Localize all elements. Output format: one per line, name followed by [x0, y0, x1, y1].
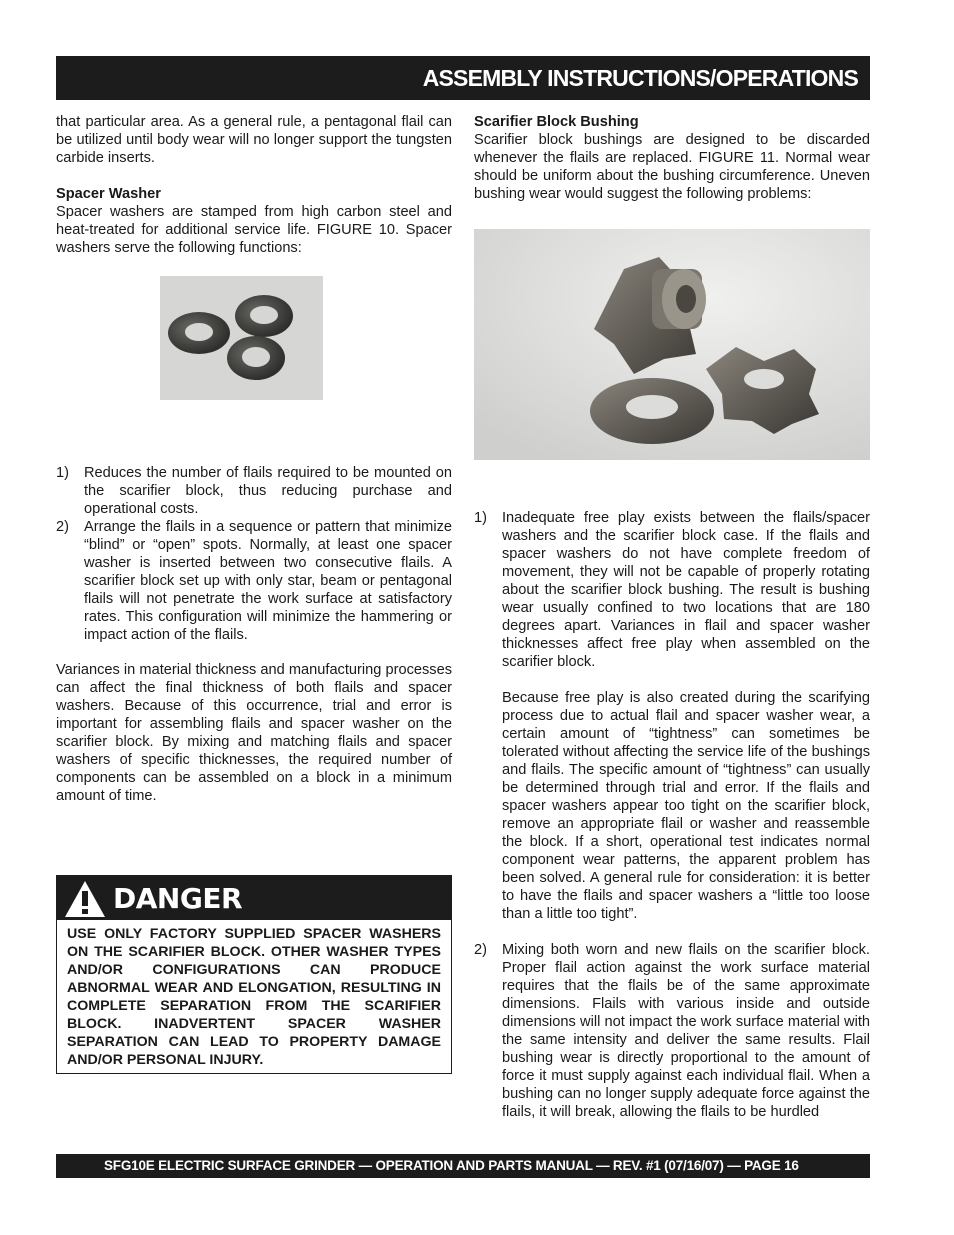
spacer-washer-section — [56, 185, 452, 257]
bushing-heading: Scarifier Block Bushing — [474, 114, 639, 130]
problems-list — [474, 509, 870, 1121]
variance-block — [56, 661, 452, 805]
list-item-continuation: Because free play is also created during the scarifying process due to actual flail and spacer washer wear, a certain amount of “tightness” can sometimes be tolerated without affecting the service life of the bushings and flails. The specific amount of “tightness” can usually be determined through trial and error. If the flails and spacer washers appear too tight on the scarifier block, remove an appropriate flail or washer and reassemble the block. If a short, operational test indicates normal component wear patterns, the apparent problem has been solved. A general rule for consideration: it is better to have the flails and spacer washers a “little too loose than a little too tight”. — [502, 690, 870, 922]
variance-paragraph: Variances in material thickness and manufacturing processes can affect the final thickness of both flails and spacer washers. Because of this occurrence, trial and error is important for assembling flails and spacer washer on the scarifier block. By mixing and matching flails and spacer washers of specific thicknesses, the required number of components can be assembled on a block in a minimum amount of time. — [56, 662, 452, 804]
list-item-number: 2) — [56, 519, 69, 535]
functions-list-block — [56, 464, 452, 644]
intro-paragraph: that particular area. As a general rule, a pentagonal flail can be utilized until body wear will no longer support the tungsten carbide inserts. — [56, 114, 452, 166]
left-intro-block — [56, 113, 452, 167]
bushing-photo — [474, 229, 870, 460]
warning-triangle-icon — [63, 879, 107, 919]
footer-text: SFG10E ELECTRIC SURFACE GRINDER — OPERATION AND PARTS MANUAL — REV. #1 (07/16/07) — PAGE 16 — [104, 1158, 799, 1173]
bushing-illustration — [474, 229, 870, 460]
list-item-text: Reduces the number of flails required to be mounted on the scarifier block, thus reducing purchase and operational costs. — [84, 465, 452, 517]
list-item — [56, 518, 452, 644]
list-item — [474, 941, 870, 1121]
danger-header — [57, 876, 451, 920]
page-header-bar — [56, 56, 870, 100]
danger-label: DANGER — [113, 882, 243, 915]
list-item-number: 2) — [474, 942, 487, 958]
page-title: ASSEMBLY INSTRUCTIONS/OPERATIONS — [422, 65, 858, 91]
functions-list — [56, 464, 452, 644]
danger-text: USE ONLY FACTORY SUPPLIED SPACER WASHERS ON THE SCARIFIER BLOCK. OTHER WASHER TYPES AND/OR CONFIGURATIONS CAN PRODUCE ABNORMAL WEAR AND ELONGATION, RESULTING IN COMPLETE SEPARATION FROM THE SCARIFIER BLOCK. INADVERTENT SPACER WASHER SEPARATION CAN LEAD TO PROPERTY DAMAGE AND/OR PERSONAL INJURY. — [67, 926, 441, 1068]
spacer-washer-heading: Spacer Washer — [56, 186, 161, 202]
list-item-text: Mixing both worn and new flails on the scarifier block. Proper flail action against the work surface material requires that the flails be of the same approximate dimensions. Flails with various inside and outside dimensions will not impact the work surface material with the same intensity and deliver the same results. Flail bushing wear is directly proportional to the amount of force it must supply against each individual flail. When a bushing can no longer supply adequate force against the flails, it will break, allowing the flails to be hurdled — [502, 942, 870, 1120]
bushing-paragraph: Scarifier block bushings are designed to be discarded whenever the flails are replaced. FIGURE 11. Normal wear should be uniform about the bushing circumference. Uneven bushing wear would suggest the following problems: — [474, 132, 870, 202]
list-item — [474, 509, 870, 923]
bushing-section — [474, 113, 870, 203]
danger-notice — [56, 875, 452, 1074]
list-item-text: Inadequate free play exists between the flails/spacer washers and the scarifier block case. If the flails and spacer washers do not have complete freedom of movement, they will not be capable of properly rotating about the scarifier block bushing. The result is bushing wear usually confined to two locations that are 180 degrees apart. Variances in flail and spacer washer thicknesses affect free play when assembled on the scarifier block. — [502, 510, 870, 670]
page-footer-bar — [56, 1154, 870, 1178]
list-item-number: 1) — [56, 465, 69, 481]
spacer-washers-photo — [160, 276, 323, 400]
spacer-washers-illustration — [160, 276, 323, 400]
list-item — [56, 464, 452, 518]
list-item-number: 1) — [474, 510, 487, 526]
spacer-washer-paragraph: Spacer washers are stamped from high carbon steel and heat-treated for additional service life. FIGURE 10. Spacer washers serve the following functions: — [56, 204, 452, 256]
list-item-text: Arrange the flails in a sequence or pattern that minimize “blind” or “open” spots. Normally, at least one spacer washer is inserted between two consecutive flails. A scarifier block set up with only star, beam or pentagonal flails will not penetrate the work surface at satisfactory rates. This configuration will minimize the hammering or impact action of the flails. — [84, 519, 452, 643]
problems-list-block — [474, 509, 870, 1121]
